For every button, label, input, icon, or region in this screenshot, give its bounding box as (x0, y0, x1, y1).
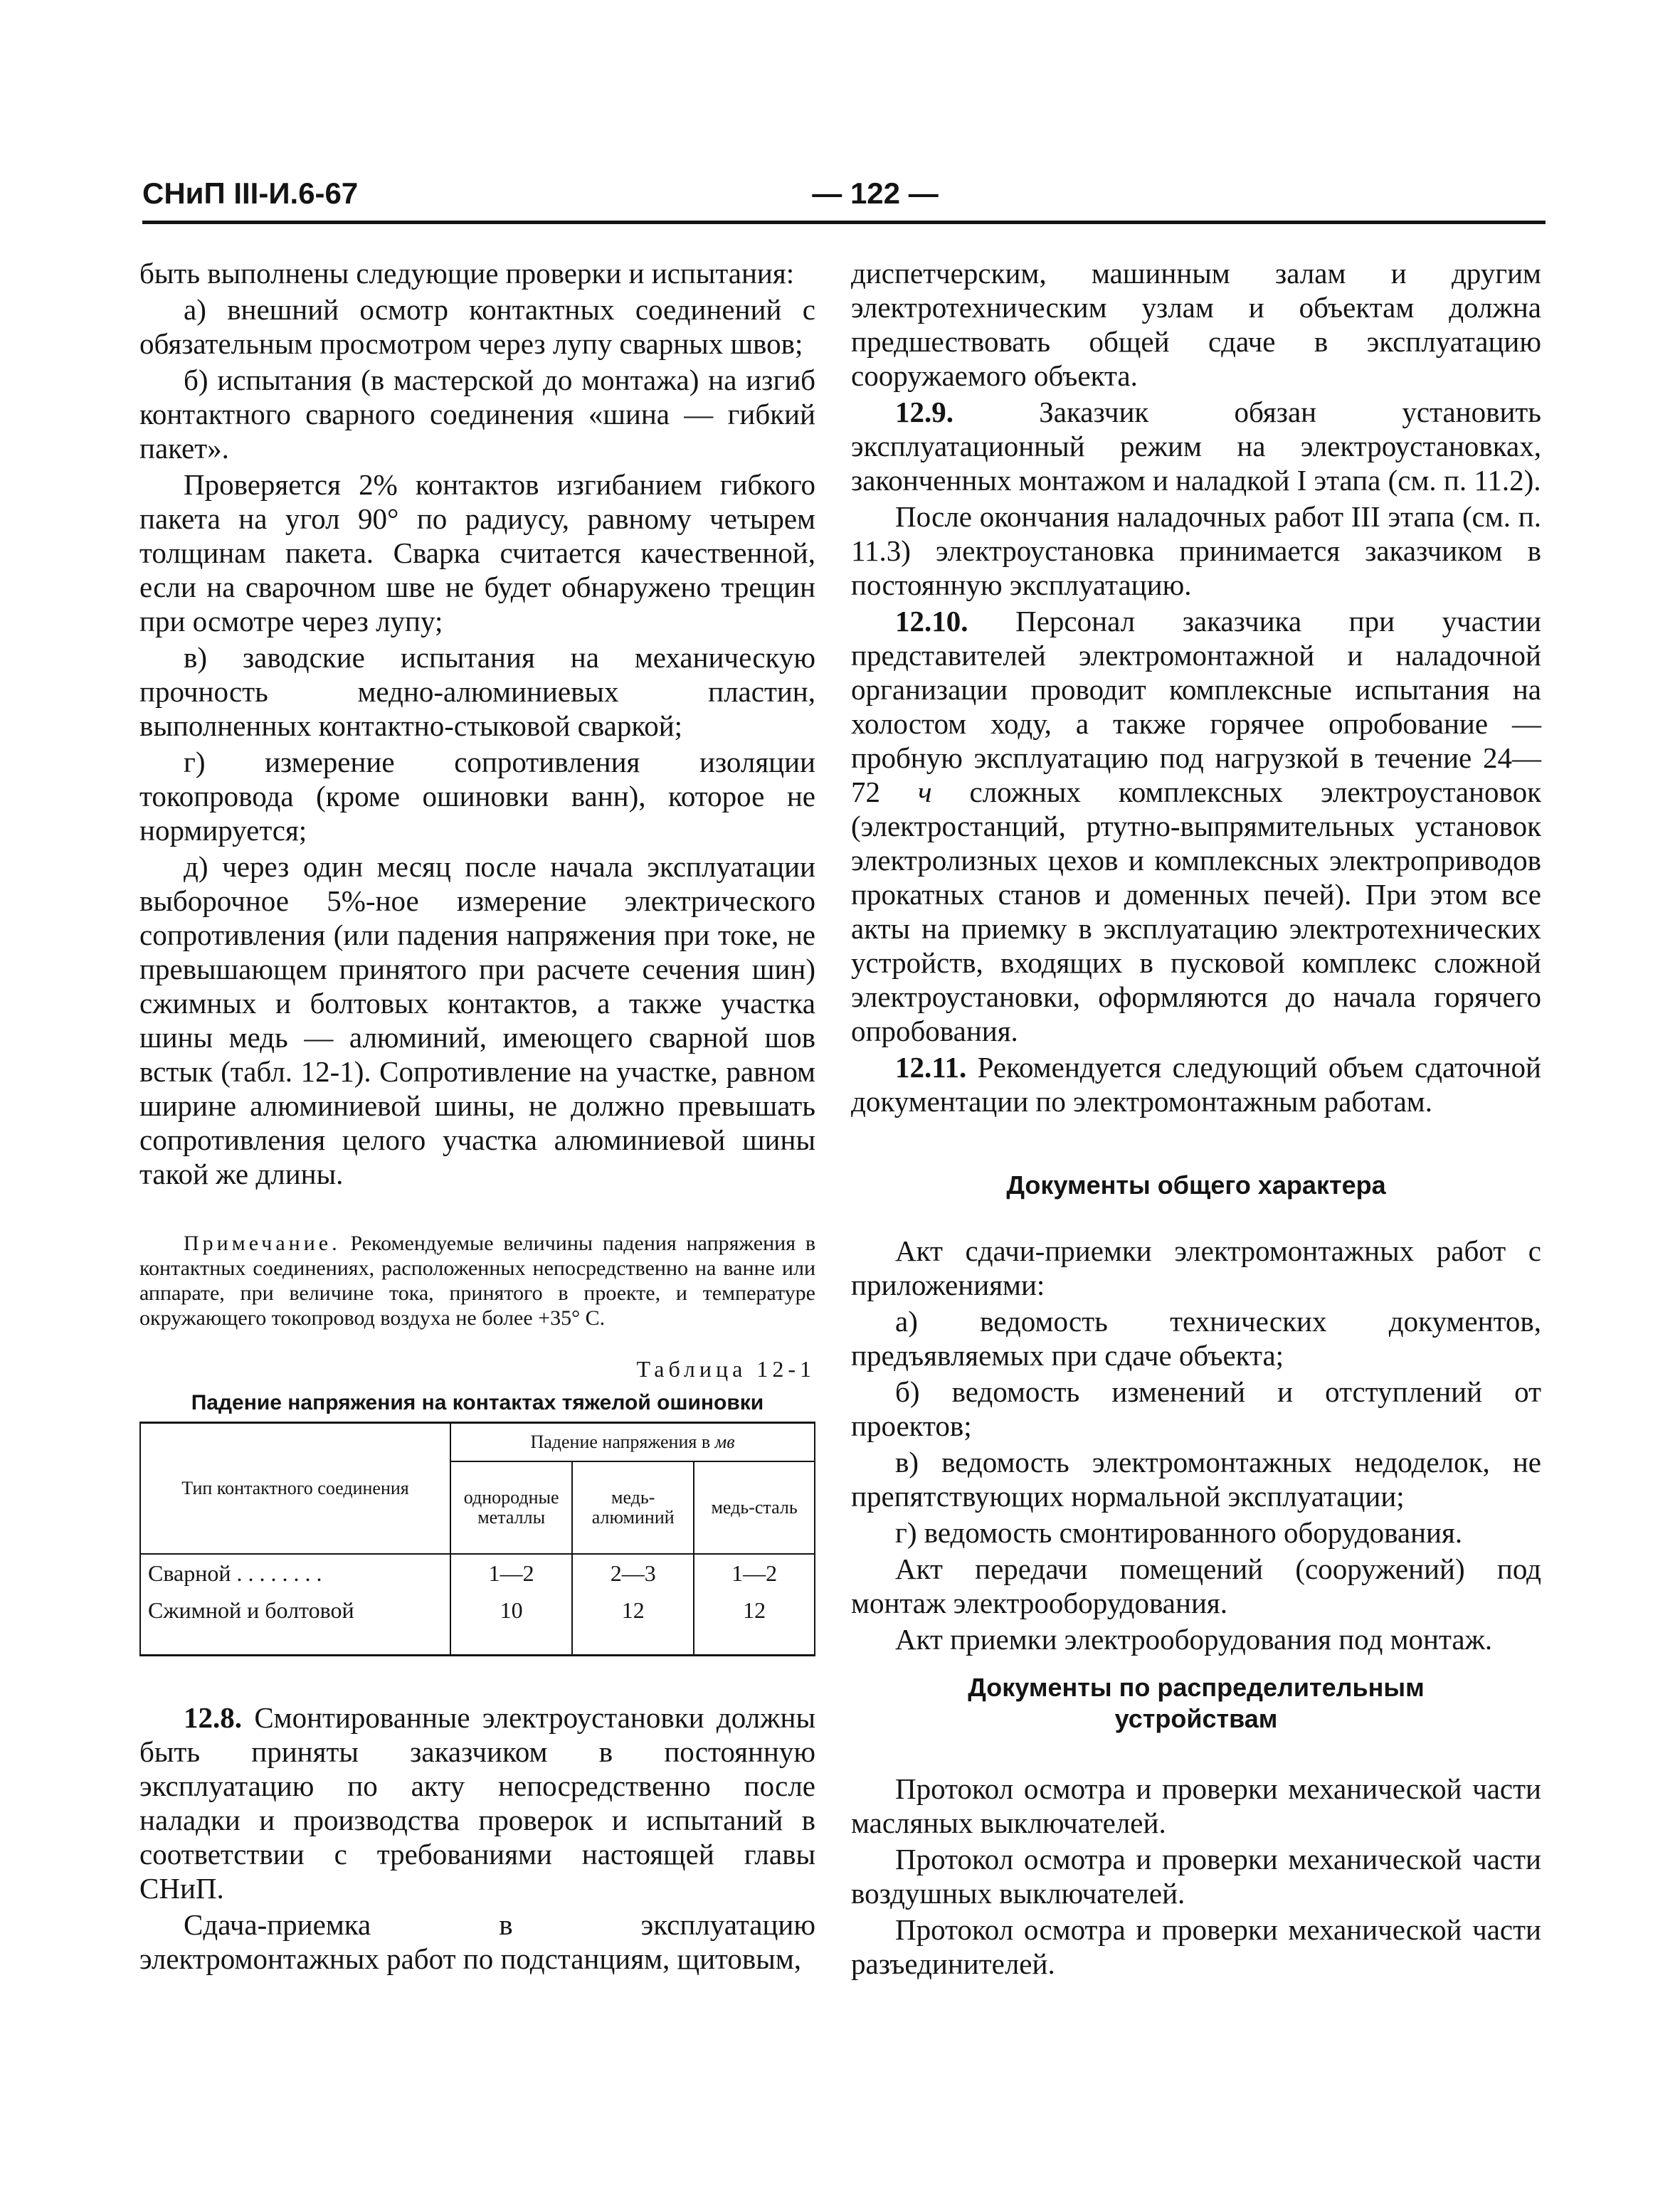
paragraph: Протокол осмотра и проверки механической части масляных выключателей. (851, 1772, 1541, 1839)
paragraph: После окончания наладочных работ III этапа (см. п. 11.3) электроустановка принимается заказчиком в постоянную эксплуатацию. (851, 500, 1541, 601)
section-heading: Документы общего характера (1006, 1170, 1386, 1200)
list-item-v: в) заводские испытания на механическую прочность медно-алюминиевых пластин, выполненных контактно-стыковой сваркой; (139, 641, 815, 742)
cell-value: 10 (450, 1592, 572, 1629)
cell-value: 1—2 (450, 1554, 572, 1592)
list-item-b: б) испытания (в мастерской до монтажа) на изгиб контактного сварного соединения «шина — гибкий пакет». (139, 364, 815, 465)
paragraph: быть выполнены следующие проверки и испытания: (139, 257, 795, 290)
column-header-group: Падение напряжения в мв (450, 1423, 815, 1462)
list-item-b: б) ведомость изменений и отступлений от проектов; (851, 1375, 1541, 1442)
table-row (140, 1554, 815, 1592)
header-rule (142, 221, 1546, 224)
table-row (140, 1592, 815, 1629)
row-name: Сварной . . . . . . . . (140, 1554, 450, 1592)
paragraph: Акт сдачи-приемки электромонтажных работ с приложениями: (851, 1234, 1541, 1301)
cell-value: 12 (694, 1592, 815, 1629)
document-code: СНиП III-И.6-67 (142, 176, 359, 210)
table-label: Таблица 12-1 (636, 1356, 815, 1382)
cell-value: 1—2 (694, 1554, 815, 1592)
cell-value: 12 (572, 1592, 694, 1629)
column-header-copper-aluminium: медь-алюминий (572, 1461, 694, 1554)
paragraph: Акт приемки электрооборудования под монтаж. (895, 1623, 1493, 1656)
page-number: — 122 — (812, 176, 939, 210)
note (139, 1231, 815, 1330)
column-header-homogeneous: однородные металлы (450, 1461, 572, 1554)
paragraph-12-10: 12.10. Персонал заказчика при участии представителей электромонтажной и наладочной организации проводит комплексные испытания на холостом ходу, а также горячее опробование — пробную эксплуатацию под нагрузкой в течение 24—72 ч сложных комплексных электроустановок (электростанций, ртутно-выпрямительных установок электролизных цехов и комплексных электроприводов прокатных станов и доменных печей). При этом все акты на приемку в эксплуатацию электротехнических устройств, входящих в пусковой комплекс сложной электроустановки, оформляются до начала горячего опробования. (851, 605, 1542, 1047)
table-spacer (140, 1629, 815, 1656)
list-item-a: а) внешний осмотр контактных соединений с обязательным просмотром через лупу сварных швов; (139, 293, 815, 360)
row-name: Сжимной и болтовой (140, 1592, 450, 1629)
paragraph: Протокол осмотра и проверки механической части воздушных выключателей. (851, 1843, 1541, 1910)
section-heading: Документы по распределительным устройствам (968, 1673, 1425, 1733)
paragraph: Проверяется 2% контактов изгибанием гибкого пакета на угол 90° по радиусу, равному четырем толщинам пакета. Сварка считается качественной, если на сварочном шве не будет обнаружено трещин при осмотре через лупу; (139, 468, 815, 637)
note-text: Рекомендуемые величины падения напряжения в контактных соединениях, расположенных непосредственно на ванне или аппарате, при величине тока, принятого в проекте, и температуре окружающего токопровод воздуха не более +35° С. (139, 1232, 815, 1330)
paragraph-12-11: 12.11. Рекомендуется следующий объем сдаточной документации по электромонтажным работам. (851, 1051, 1541, 1118)
list-item-d: д) через один месяц после начала эксплуатации выборочное 5%-ное измерение электрического сопротивления (или падения напряжения при токе, не превышающем принятого при расчете сечения шин) сжимных и болтовых контактов, а также участка шины медь — алюминий, имеющего сварной шов встык (табл. 12-1). Сопротивление на участке, равном ширине алюминиевой шины, не должно превышать сопротивления целого участка алюминиевой шины такой же длины. (139, 850, 815, 1190)
note-label: Примечание. (184, 1232, 341, 1255)
paragraph: Акт передачи помещений (сооружений) под монтаж электрооборудования. (851, 1552, 1541, 1619)
paragraph: Сдача-приемка в эксплуатацию электромонтажных работ по подстанциям, щитовым, (139, 1908, 815, 1975)
table-caption: Падение напряжения на контактах тяжелой ошиновки (191, 1391, 764, 1414)
cell-value: 2—3 (572, 1554, 694, 1592)
list-item-g: г) ведомость смонтированного оборудования. (895, 1516, 1463, 1549)
paragraph-12-8: 12.8. Смонтированные электроустановки должны быть приняты заказчиком в постоянную эксплуатацию по акту непосредственно после наладки и производства проверок и испытаний в соответствии с требованиями настоящей главы СНиП. (139, 1701, 815, 1905)
list-item-v: в) ведомость электромонтажных недоделок, не препятствующих нормальной эксплуатации; (851, 1446, 1541, 1513)
page-header (142, 174, 1546, 219)
left-column (139, 256, 815, 1978)
paragraph: диспетчерским, машинным залам и другим электротехническим узлам и объектам должна предшествовать общей сдаче в эксплуатацию сооружаемого объекта. (851, 257, 1541, 392)
voltage-drop-table (139, 1422, 815, 1656)
list-item-g: г) измерение сопротивления изоляции токопровода (кроме ошиновки ванн), которое не нормируется; (139, 746, 815, 847)
paragraph-12-9: 12.9. Заказчик обязан установить эксплуатационный режим на электроустановках, законченных монтажом и наладкой I этапа (см. п. 11.2). (851, 396, 1541, 497)
column-header-type: Тип контактного соединения (140, 1423, 450, 1555)
paragraph: Протокол осмотра и проверки механической части разъединителей. (851, 1913, 1541, 1980)
right-column (851, 256, 1541, 1983)
list-item-a: а) ведомость технических документов, предъявляемых при сдаче объекта; (851, 1305, 1541, 1372)
column-header-copper-steel: медь-сталь (694, 1461, 815, 1554)
